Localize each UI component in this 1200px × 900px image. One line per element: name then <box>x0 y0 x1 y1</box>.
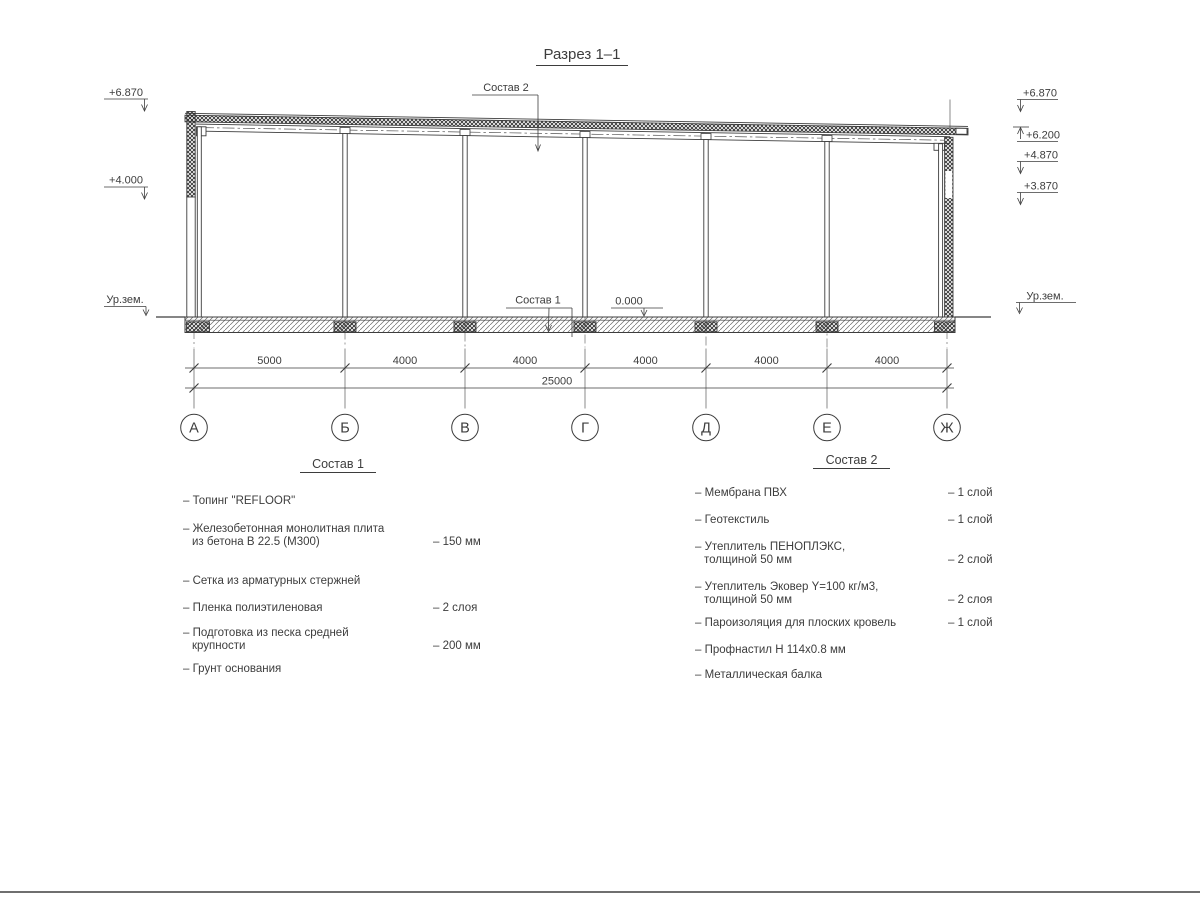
item-value: – 1 слой <box>948 487 993 499</box>
callout-sostav1-label: Состав 1 <box>515 294 561 307</box>
item-text: толщиной 50 мм <box>704 554 793 566</box>
ground-level-label-right: Ур.зем. <box>1026 290 1064 303</box>
grid-axis-label: Ж <box>940 420 954 437</box>
elevation-label: +6.870 <box>109 87 143 99</box>
grid-axis-label: В <box>460 420 470 437</box>
list-item <box>695 514 769 527</box>
list-item <box>183 663 281 676</box>
ground-level-label-left: Ур.зем. <box>106 294 144 306</box>
window-bottom-border <box>0 891 1200 893</box>
list-item <box>695 487 787 500</box>
dimension-line-segments <box>185 355 954 373</box>
floor-slab <box>156 317 991 333</box>
elevation-label: +6.200 <box>1026 129 1060 142</box>
elevation-label: +3.870 <box>1024 180 1058 193</box>
roof <box>185 113 968 135</box>
item-value: – 1 слой <box>948 514 993 526</box>
list-item <box>183 602 322 615</box>
dim-label: 4000 <box>392 355 418 367</box>
item-text: – Пленка полиэтиленовая <box>183 602 323 614</box>
dim-label: 4000 <box>512 355 538 367</box>
grid-axis-label: Е <box>822 420 832 437</box>
list-item <box>183 575 360 588</box>
columns <box>194 127 947 348</box>
elevation-label: +4.870 <box>1024 149 1058 162</box>
item-text: – Пароизоляция для плоских кровель <box>695 617 897 629</box>
list-item <box>695 617 896 630</box>
list-item <box>695 541 845 567</box>
item-text: толщиной 50 мм <box>704 594 793 606</box>
elevation-label: +4.000 <box>109 174 143 187</box>
elevation-marks-right <box>1013 88 1060 205</box>
item-value: – 150 мм <box>433 536 481 548</box>
item-text: – Топинг "REFLOOR" <box>183 495 296 507</box>
sostav2-heading: Состав 2 <box>813 453 890 469</box>
list-item <box>695 644 846 657</box>
dim-label: 4000 <box>754 355 779 367</box>
left-wall <box>187 112 202 318</box>
grid-axis-label: Д <box>701 420 711 437</box>
item-text: – Мембрана ПВХ <box>695 487 787 499</box>
item-value: – 1 слой <box>948 617 993 629</box>
list-item <box>183 495 295 508</box>
list-item <box>695 581 878 607</box>
page-title: Разрез 1–1 <box>536 46 628 66</box>
dim-label: 4000 <box>633 355 658 367</box>
elevation-label: +6.870 <box>1023 87 1057 100</box>
dimension-line-total <box>185 376 954 393</box>
item-value: – 2 слоя <box>433 602 478 614</box>
dim-label: 5000 <box>257 355 282 367</box>
grid-axis-label: Г <box>581 420 589 437</box>
grid-axis-label: Б <box>340 420 350 437</box>
list-item <box>183 523 384 549</box>
dim-total-label: 25000 <box>541 375 573 388</box>
item-text: – Профнастил Н 114х0.8 мм <box>695 644 846 656</box>
sostav1-heading: Состав 1 <box>300 457 376 473</box>
item-text: – Подготовка из песка средней <box>183 627 349 639</box>
callout-sostav2-label: Состав 2 <box>483 82 529 94</box>
item-text: – Металлическая балка <box>695 669 823 681</box>
item-value: – 200 мм <box>433 640 481 652</box>
grid-axis-label: А <box>189 420 199 437</box>
item-value: – 2 слоя <box>948 594 993 606</box>
grid-bubbles <box>181 414 961 441</box>
item-text: – Железобетонная монолитная плита <box>183 523 385 535</box>
item-text: – Утеплитель Эковер Y=100 кг/м3, <box>695 581 879 593</box>
item-text: из бетона В 22.5 (М300) <box>192 536 320 548</box>
item-text: – Сетка из арматурных стержней <box>183 575 361 587</box>
list-item <box>695 669 822 682</box>
item-text: – Геотекстиль <box>695 514 770 526</box>
elevation-marks-left <box>104 87 148 199</box>
zero-level-label: 0.000 <box>615 295 643 308</box>
dim-label: 4000 <box>874 355 900 367</box>
item-value: – 2 слой <box>948 554 993 566</box>
item-text: крупности <box>192 640 246 652</box>
list-item <box>183 627 349 653</box>
item-text: – Утеплитель ПЕНОПЛЭКС, <box>695 541 846 553</box>
item-text: – Грунт основания <box>183 663 282 675</box>
